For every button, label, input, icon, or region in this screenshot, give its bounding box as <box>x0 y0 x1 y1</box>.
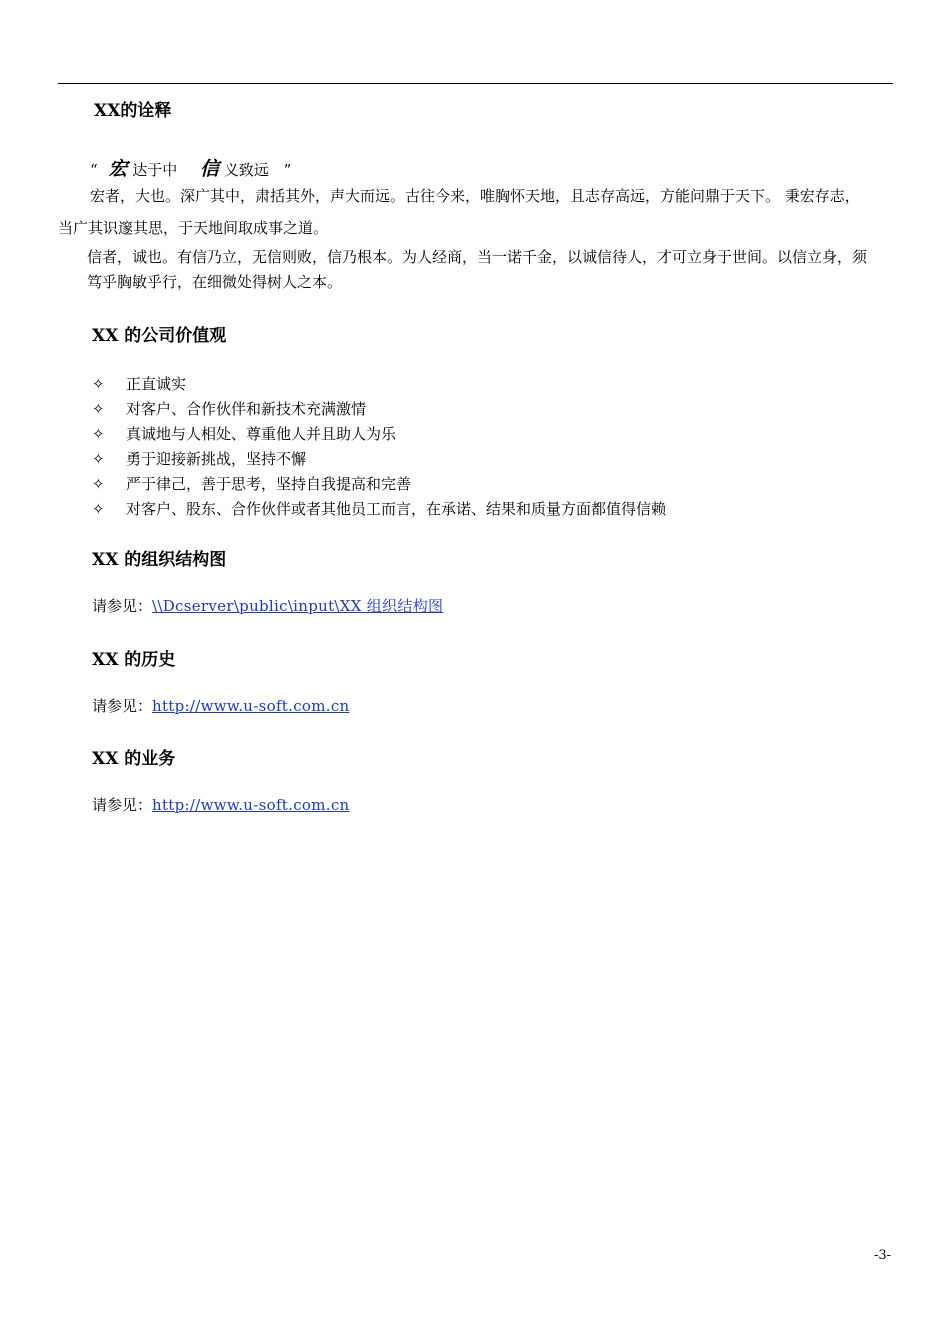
diamond-bullet-icon: ✧ <box>92 449 105 468</box>
motto-open-quote: “ <box>90 161 98 179</box>
diamond-bullet-icon: ✧ <box>92 424 105 443</box>
diamond-bullet-icon: ✧ <box>92 499 105 518</box>
list-item-text: 对客户、股东、合作伙伴或者其他员工而言，在承诺、结果和质量方面都值得信赖 <box>126 500 667 518</box>
see-label: 请参见： <box>92 796 153 814</box>
see-label: 请参见： <box>92 697 153 715</box>
list-item-text: 严于律己，善于思考，坚持自我提高和完善 <box>126 475 412 493</box>
heading-history: XX 的历史 <box>92 650 176 670</box>
heading-interpretation: XX的诠释 <box>94 101 172 121</box>
page-number: -3- <box>874 1248 892 1263</box>
values-list <box>92 371 666 521</box>
business-link[interactable]: http://www.u-soft.com.cn <box>152 796 350 814</box>
list-item-text: 勇于迎接新挑战，坚持不懈 <box>126 450 307 468</box>
history-reference <box>92 696 350 716</box>
motto-line <box>90 154 291 181</box>
motto-phrase-1: 达于中 <box>132 161 178 179</box>
heading-org-chart: XX 的组织结构图 <box>92 550 227 570</box>
diamond-bullet-icon: ✧ <box>92 374 105 393</box>
heading-business: XX 的业务 <box>92 749 176 769</box>
history-link[interactable]: http://www.u-soft.com.cn <box>152 697 350 715</box>
list-item <box>92 421 666 446</box>
paragraph-hong-line-2: 当广其识邃其思，于天地间取成事之道。 <box>58 219 329 237</box>
list-item-text: 对客户、合作伙伴和新技术充满激情 <box>126 400 367 418</box>
see-label: 请参见： <box>92 597 153 615</box>
diamond-bullet-icon: ✧ <box>92 399 105 418</box>
list-item <box>92 396 666 421</box>
list-item <box>92 371 666 396</box>
header-rule <box>58 83 893 84</box>
paragraph-hong-line-1: 宏者，大也。深广其中，肃括其外，声大而远。古往今来，唯胸怀天地，且志存高远，方能问鼎于天下。 秉宏存志， <box>90 187 860 205</box>
org-chart-reference <box>92 596 443 616</box>
paragraph-xin-line-2: 笃乎胸敏乎行，在细微处得树人之本。 <box>87 273 343 291</box>
heading-values: XX 的公司价值观 <box>92 326 227 346</box>
list-item-text: 正直诚实 <box>126 375 187 393</box>
list-item <box>92 496 666 521</box>
org-chart-link[interactable]: \\Dcserver\public\input\XX 组织结构图 <box>152 597 444 615</box>
motto-close-quote: ” <box>283 161 292 179</box>
list-item <box>92 471 666 496</box>
list-item <box>92 446 666 471</box>
diamond-bullet-icon: ✧ <box>92 474 105 493</box>
business-reference <box>92 795 350 815</box>
paragraph-xin-line-1: 信者，诚也。有信乃立，无信则败，信乃根本。为人经商，当一诺千金，以诚信待人，才可立身于世间。以信立身，须 <box>87 248 868 266</box>
list-item-text: 真诚地与人相处、尊重他人并且助人为乐 <box>126 425 397 443</box>
motto-char-xin: 信 <box>200 158 220 180</box>
motto-phrase-2: 义致远 <box>223 161 269 179</box>
motto-char-hong: 宏 <box>108 158 128 180</box>
